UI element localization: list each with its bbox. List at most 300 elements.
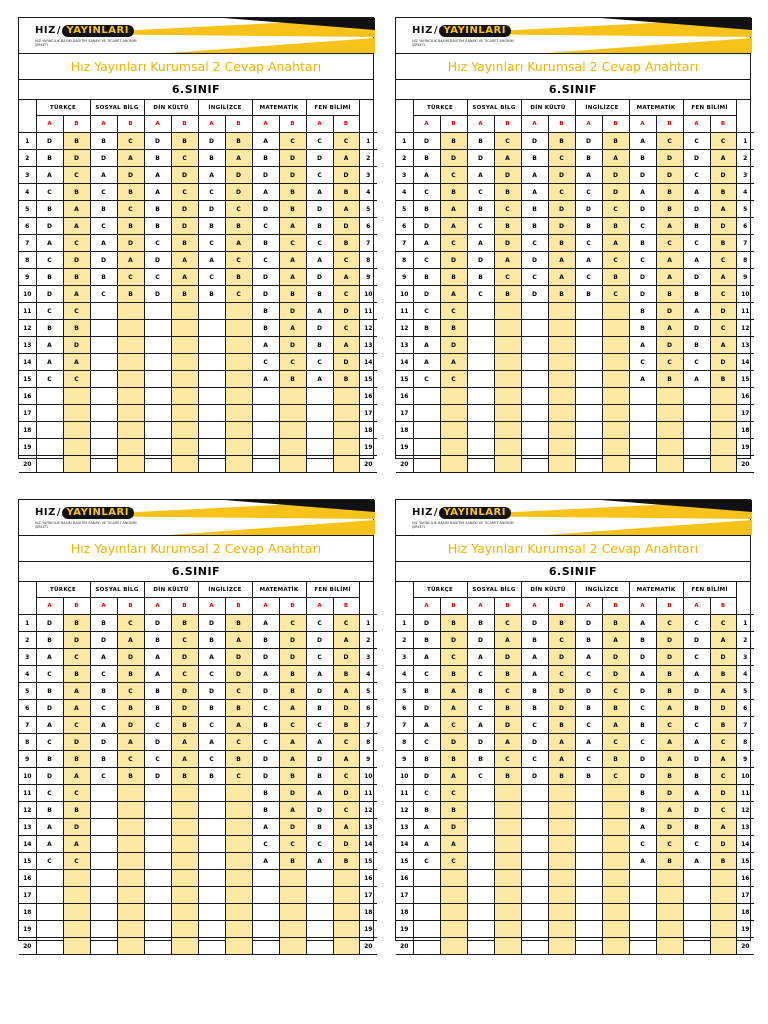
- answer-cell: D: [656, 167, 683, 184]
- answer-cell: [494, 320, 521, 337]
- answer-cell: [117, 853, 144, 870]
- answer-cell: [710, 388, 736, 405]
- answer-cell: A: [683, 734, 710, 751]
- answer-cell: [575, 819, 602, 836]
- answer-cell: B: [494, 700, 521, 717]
- answer-cell: C: [656, 615, 683, 632]
- answer-cell: [171, 904, 198, 921]
- answer-cell: C: [656, 836, 683, 853]
- answer-cell: D: [36, 133, 63, 150]
- answer-cell: B: [521, 683, 548, 700]
- answer-cell: D: [63, 252, 90, 269]
- answer-cell: B: [548, 235, 575, 252]
- question-number: 1: [736, 133, 754, 150]
- answer-cell: [629, 887, 656, 904]
- answer-cell: B: [548, 615, 575, 632]
- corner-cell: [736, 116, 754, 133]
- answer-cell: B: [198, 768, 225, 785]
- answer-cell: B: [252, 632, 279, 649]
- answer-cell: [90, 921, 117, 938]
- answer-cell: D: [171, 649, 198, 666]
- table-row: [19, 235, 377, 252]
- table-row: [19, 286, 377, 303]
- answer-cell: A: [144, 649, 171, 666]
- answer-cell: [144, 456, 171, 473]
- answer-cell: [117, 819, 144, 836]
- question-number: 5: [396, 201, 413, 218]
- answer-cell: D: [198, 201, 225, 218]
- answer-cell: A: [575, 734, 602, 751]
- answer-cell: [144, 371, 171, 388]
- answer-cell: [225, 303, 252, 320]
- answer-cell: C: [602, 768, 629, 785]
- table-row: [19, 904, 377, 921]
- answer-cell: [683, 870, 710, 887]
- answer-cell: A: [252, 666, 279, 683]
- answer-cell: B: [171, 615, 198, 632]
- answer-cell: C: [333, 734, 359, 751]
- answer-key-card-1: [18, 17, 374, 468]
- question-number: 2: [396, 632, 413, 649]
- question-number: 12: [396, 802, 413, 819]
- answer-cell: C: [656, 354, 683, 371]
- booklet-label: A: [198, 598, 225, 615]
- answer-cell: [440, 938, 467, 955]
- answer-cell: A: [198, 649, 225, 666]
- answer-cell: [36, 456, 63, 473]
- answer-cell: A: [333, 337, 359, 354]
- answer-cell: A: [144, 184, 171, 201]
- table-row: [19, 683, 377, 700]
- answer-cell: [171, 303, 198, 320]
- table-row: [19, 422, 377, 439]
- answer-cell: [306, 439, 333, 456]
- answer-cell: D: [306, 150, 333, 167]
- answer-cell: [90, 405, 117, 422]
- answer-cell: C: [333, 802, 359, 819]
- answer-cell: C: [467, 184, 494, 201]
- answer-cell: [710, 439, 736, 456]
- answer-cell: D: [279, 819, 306, 836]
- question-number: 18: [736, 422, 754, 439]
- answer-cell: B: [440, 666, 467, 683]
- answer-cell: [171, 456, 198, 473]
- answer-cell: C: [413, 184, 440, 201]
- booklet-header-row: [19, 598, 377, 615]
- answer-cell: C: [333, 615, 359, 632]
- subject-header: FEN BİLİMİ: [683, 582, 736, 598]
- booklet-header-row: [396, 598, 754, 615]
- answer-cell: C: [117, 683, 144, 700]
- answer-cell: [575, 456, 602, 473]
- answer-cell: [198, 405, 225, 422]
- question-number: 17: [396, 887, 413, 904]
- answer-cell: [90, 785, 117, 802]
- answer-cell: C: [90, 184, 117, 201]
- answer-cell: D: [198, 615, 225, 632]
- answer-cell: B: [710, 371, 736, 388]
- answer-cell: B: [225, 133, 252, 150]
- answer-cell: D: [144, 252, 171, 269]
- answer-cell: B: [521, 700, 548, 717]
- answer-cell: [494, 371, 521, 388]
- answer-cell: [198, 785, 225, 802]
- answer-cell: [144, 887, 171, 904]
- answer-cell: [144, 439, 171, 456]
- answer-cell: D: [548, 218, 575, 235]
- answer-cell: B: [36, 751, 63, 768]
- answer-cell: [333, 405, 359, 422]
- answer-cell: D: [440, 819, 467, 836]
- question-number: 20: [396, 456, 413, 473]
- answer-cell: D: [171, 683, 198, 700]
- answer-cell: D: [306, 751, 333, 768]
- answer-cell: B: [252, 802, 279, 819]
- answer-cell: [279, 422, 306, 439]
- answer-cell: C: [683, 717, 710, 734]
- answer-cell: A: [171, 269, 198, 286]
- table-row: [19, 700, 377, 717]
- answer-cell: [198, 904, 225, 921]
- question-number: 20: [736, 456, 754, 473]
- answer-cell: D: [548, 167, 575, 184]
- answer-cell: [225, 904, 252, 921]
- answer-cell: [521, 320, 548, 337]
- table-row: [396, 938, 754, 955]
- question-number: 17: [736, 405, 754, 422]
- answer-cell: [494, 785, 521, 802]
- answer-cell: D: [656, 150, 683, 167]
- answer-cell: A: [117, 734, 144, 751]
- answer-cell: D: [144, 734, 171, 751]
- answer-cell: [225, 422, 252, 439]
- answer-cell: B: [63, 751, 90, 768]
- question-number: 8: [359, 252, 377, 269]
- answer-cell: [36, 921, 63, 938]
- answer-cell: [225, 938, 252, 955]
- question-number: 16: [396, 388, 413, 405]
- answer-cell: D: [36, 768, 63, 785]
- answer-cell: B: [521, 632, 548, 649]
- answer-cell: C: [521, 269, 548, 286]
- answer-cell: B: [306, 286, 333, 303]
- answer-cell: B: [413, 751, 440, 768]
- answer-cell: B: [494, 286, 521, 303]
- answer-cell: [279, 921, 306, 938]
- answer-cell: [117, 887, 144, 904]
- answer-cell: C: [171, 666, 198, 683]
- answer-cell: [467, 785, 494, 802]
- answer-cell: A: [225, 150, 252, 167]
- answer-cell: B: [252, 235, 279, 252]
- answer-cell: D: [117, 649, 144, 666]
- answer-cell: A: [629, 337, 656, 354]
- answer-cell: [710, 456, 736, 473]
- question-number: 6: [736, 218, 754, 235]
- question-number: 19: [19, 439, 36, 456]
- table-row: [19, 439, 377, 456]
- answer-cell: B: [171, 717, 198, 734]
- answer-cell: B: [683, 286, 710, 303]
- answer-cell: [306, 405, 333, 422]
- answer-cell: B: [440, 615, 467, 632]
- answer-cell: A: [683, 853, 710, 870]
- answer-cell: C: [440, 853, 467, 870]
- question-number: 20: [359, 456, 377, 473]
- question-number: 4: [736, 184, 754, 201]
- answer-cell: [494, 405, 521, 422]
- answer-cell: [548, 320, 575, 337]
- answer-cell: B: [656, 201, 683, 218]
- answer-cell: D: [252, 269, 279, 286]
- answer-cell: [602, 904, 629, 921]
- answer-cell: C: [629, 252, 656, 269]
- answer-cell: A: [521, 666, 548, 683]
- answer-cell: [117, 785, 144, 802]
- question-number: 17: [736, 887, 754, 904]
- answer-cell: C: [494, 615, 521, 632]
- answer-cell: [548, 388, 575, 405]
- answer-cell: C: [171, 184, 198, 201]
- answer-cell: A: [171, 751, 198, 768]
- answer-cell: C: [494, 269, 521, 286]
- answer-cell: B: [36, 632, 63, 649]
- answer-cell: [117, 870, 144, 887]
- question-number: 7: [396, 235, 413, 252]
- answer-cell: [521, 921, 548, 938]
- question-number: 18: [19, 904, 36, 921]
- answer-cell: [198, 354, 225, 371]
- answer-cell: B: [117, 666, 144, 683]
- answer-cell: [225, 802, 252, 819]
- answer-cell: [467, 887, 494, 904]
- answer-cell: D: [413, 615, 440, 632]
- booklet-label: A: [413, 116, 440, 133]
- answer-cell: B: [279, 853, 306, 870]
- answer-cell: A: [494, 252, 521, 269]
- answer-cell: A: [333, 150, 359, 167]
- answer-cell: C: [521, 751, 548, 768]
- corner-cell: [359, 598, 377, 615]
- answer-cell: A: [656, 320, 683, 337]
- booklet-label: B: [279, 116, 306, 133]
- answer-cell: D: [710, 836, 736, 853]
- answer-cell: C: [252, 700, 279, 717]
- answer-cell: [521, 405, 548, 422]
- answer-cell: C: [440, 649, 467, 666]
- question-number: 14: [19, 836, 36, 853]
- answer-cell: [198, 836, 225, 853]
- answer-cell: B: [710, 666, 736, 683]
- answer-cell: C: [629, 354, 656, 371]
- answer-cell: A: [413, 819, 440, 836]
- answer-cell: [171, 337, 198, 354]
- booklet-label: A: [629, 116, 656, 133]
- answer-cell: B: [63, 666, 90, 683]
- answer-cell: D: [198, 133, 225, 150]
- answer-cell: B: [656, 666, 683, 683]
- answer-cell: A: [467, 167, 494, 184]
- table-row: [396, 887, 754, 904]
- table-row: [396, 836, 754, 853]
- answer-cell: C: [198, 184, 225, 201]
- answer-cell: A: [279, 320, 306, 337]
- answer-cell: B: [413, 150, 440, 167]
- subject-header: İNGİLİZCE: [198, 582, 252, 598]
- table-row: [19, 853, 377, 870]
- answer-cell: [602, 785, 629, 802]
- answer-cell: D: [656, 337, 683, 354]
- answer-cell: B: [521, 201, 548, 218]
- answer-cell: D: [683, 150, 710, 167]
- answer-cell: B: [575, 150, 602, 167]
- answer-cell: [117, 802, 144, 819]
- answer-cell: D: [252, 751, 279, 768]
- answer-cell: C: [117, 133, 144, 150]
- answer-cell: [225, 921, 252, 938]
- answer-cell: [117, 439, 144, 456]
- answer-cell: C: [36, 785, 63, 802]
- answer-cell: C: [306, 167, 333, 184]
- answer-cell: D: [494, 649, 521, 666]
- answer-cell: [117, 405, 144, 422]
- corner-cell: [19, 582, 36, 598]
- answer-cell: C: [521, 717, 548, 734]
- question-number: 12: [396, 320, 413, 337]
- answer-cell: B: [36, 201, 63, 218]
- answer-cell: [117, 904, 144, 921]
- answer-cell: A: [117, 632, 144, 649]
- answer-cell: B: [63, 615, 90, 632]
- table-row: [396, 683, 754, 700]
- answer-cell: [225, 785, 252, 802]
- answer-cell: D: [279, 649, 306, 666]
- booklet-label: A: [90, 116, 117, 133]
- answer-cell: C: [602, 734, 629, 751]
- answer-cell: [629, 439, 656, 456]
- answer-cell: [548, 456, 575, 473]
- answer-cell: C: [252, 252, 279, 269]
- answer-cell: B: [279, 184, 306, 201]
- answer-cell: C: [656, 235, 683, 252]
- answer-cell: C: [63, 235, 90, 252]
- answer-cell: [36, 388, 63, 405]
- answer-cell: A: [252, 853, 279, 870]
- answer-cell: D: [144, 133, 171, 150]
- booklet-label: B: [494, 116, 521, 133]
- answer-cell: [198, 938, 225, 955]
- answer-cell: [467, 836, 494, 853]
- answer-cell: B: [629, 632, 656, 649]
- answer-cell: A: [279, 802, 306, 819]
- answer-cell: D: [171, 167, 198, 184]
- answer-cell: [494, 870, 521, 887]
- answer-cell: D: [144, 768, 171, 785]
- answer-cell: [575, 422, 602, 439]
- answer-cell: C: [548, 150, 575, 167]
- answer-cell: [467, 456, 494, 473]
- question-number: 16: [396, 870, 413, 887]
- answer-cell: C: [683, 133, 710, 150]
- question-number: 20: [736, 938, 754, 955]
- answer-cell: [171, 354, 198, 371]
- table-row: [396, 252, 754, 269]
- booklet-label: B: [548, 116, 575, 133]
- question-number: 15: [19, 853, 36, 870]
- answer-cell: [656, 938, 683, 955]
- answer-cell: C: [521, 235, 548, 252]
- answer-cell: A: [333, 751, 359, 768]
- answer-cell: [575, 904, 602, 921]
- answer-cell: [90, 422, 117, 439]
- answer-cell: A: [575, 167, 602, 184]
- question-number: 16: [359, 388, 377, 405]
- table-row: [19, 303, 377, 320]
- answer-cell: [333, 938, 359, 955]
- answer-cell: D: [440, 252, 467, 269]
- question-number: 11: [359, 785, 377, 802]
- answer-cell: [90, 853, 117, 870]
- corner-cell: [736, 582, 754, 598]
- answer-cell: [144, 388, 171, 405]
- answer-cell: C: [413, 853, 440, 870]
- question-number: 17: [396, 405, 413, 422]
- answer-cell: [413, 887, 440, 904]
- answer-cell: [198, 887, 225, 904]
- logo-slash: /: [56, 507, 61, 518]
- answer-cell: [413, 904, 440, 921]
- answer-cell: C: [90, 700, 117, 717]
- booklet-label: A: [306, 116, 333, 133]
- table-row: [19, 150, 377, 167]
- answer-cell: D: [279, 337, 306, 354]
- answer-cell: [467, 938, 494, 955]
- answer-cell: B: [36, 150, 63, 167]
- answer-cell: B: [710, 235, 736, 252]
- answer-cell: [171, 785, 198, 802]
- question-number: 10: [736, 286, 754, 303]
- booklet-label: A: [683, 598, 710, 615]
- answer-cell: C: [683, 167, 710, 184]
- answer-cell: [144, 337, 171, 354]
- answer-cell: C: [575, 184, 602, 201]
- answer-cell: D: [225, 649, 252, 666]
- answer-cell: A: [306, 303, 333, 320]
- answer-cell: [710, 904, 736, 921]
- subject-header: DİN KÜLTÜ: [521, 582, 575, 598]
- question-number: 13: [736, 337, 754, 354]
- answer-cell: D: [252, 768, 279, 785]
- answer-cell: [602, 921, 629, 938]
- answer-cell: B: [629, 785, 656, 802]
- subject-header: FEN BİLİMİ: [306, 582, 359, 598]
- answer-cell: D: [521, 768, 548, 785]
- answer-cell: [710, 921, 736, 938]
- answer-cell: A: [90, 235, 117, 252]
- table-row: [19, 717, 377, 734]
- answer-cell: C: [710, 734, 736, 751]
- answer-cell: A: [171, 252, 198, 269]
- question-number: 3: [19, 167, 36, 184]
- answer-cell: B: [494, 768, 521, 785]
- answer-cell: D: [413, 768, 440, 785]
- answer-cell: D: [602, 184, 629, 201]
- answer-cell: D: [90, 252, 117, 269]
- answer-cell: [575, 320, 602, 337]
- answer-cell: C: [683, 354, 710, 371]
- answer-cell: D: [63, 337, 90, 354]
- question-number: 7: [736, 235, 754, 252]
